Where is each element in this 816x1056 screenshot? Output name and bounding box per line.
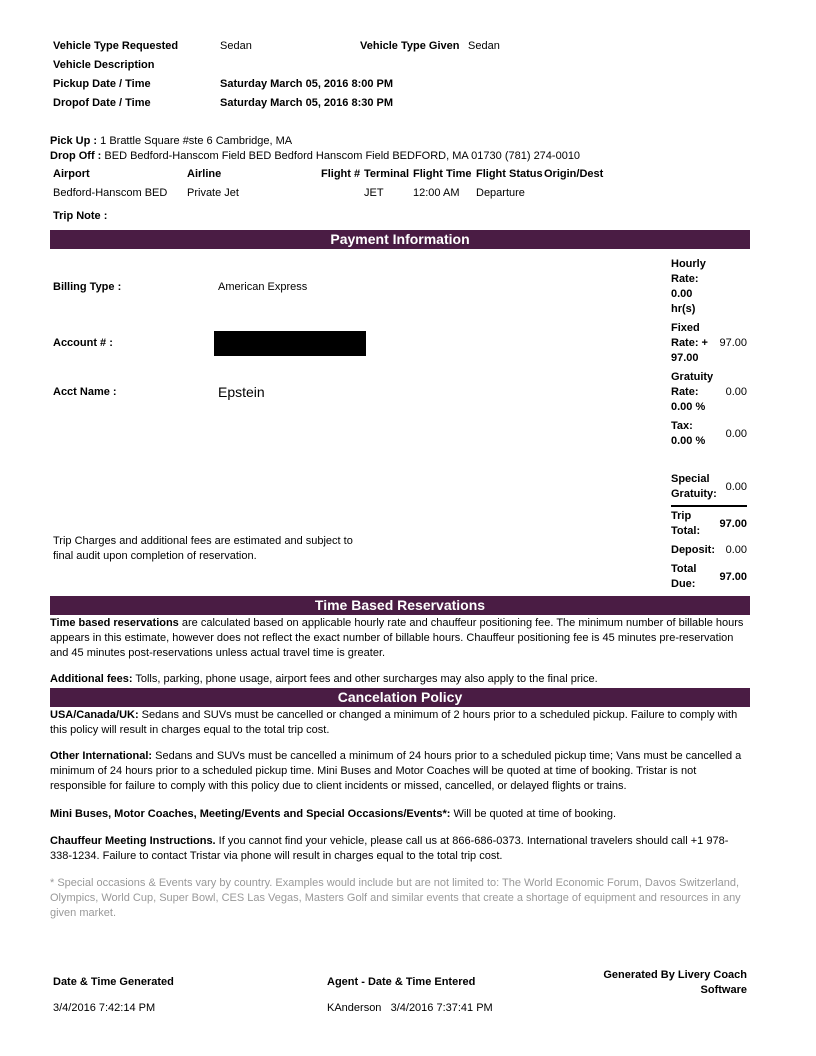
dropoff-datetime-value: Saturday March 05, 2016 8:30 PM [220, 97, 394, 109]
gratuity-rate-label: Gratuity Rate: 0.00 % [671, 371, 714, 413]
special-gratuity-value: 0.00 [725, 481, 747, 493]
dropoff-location-value: BED Bedford-Hanscom Field BED Bedford Hanscom Field BEDFORD, MA 01730 (781) 274-0010 [104, 150, 581, 162]
cancelation-policy-header: Cancelation Policy [50, 688, 750, 707]
deposit-label: Deposit: [671, 544, 715, 556]
billing-type-value: American Express [218, 281, 308, 293]
dropoff-location [50, 150, 580, 162]
pickup-location-value: 1 Brattle Square #ste 6 Cambridge, MA [100, 135, 293, 147]
pickup-location [50, 135, 292, 147]
dropoff-datetime-label: Dropof Date / Time [53, 97, 151, 109]
agent-entered-value: KAnderson 3/4/2016 7:37:41 PM [327, 1002, 493, 1014]
tax-label: Tax: 0.00 % [671, 420, 706, 447]
hourly-rate-label: Hourly Rate: 0.00 hr(s) [671, 258, 706, 315]
date-generated-value: 3/4/2016 7:42:14 PM [53, 1002, 156, 1014]
pickup-datetime-value: Saturday March 05, 2016 8:00 PM [220, 78, 394, 90]
flight-cell-time: 12:00 AM [413, 187, 460, 199]
total-due-label: Total Due: [671, 563, 697, 590]
pickup-location-label: Pick Up : [50, 135, 98, 147]
trip-note-label: Trip Note : [53, 210, 108, 222]
acct-name-label: Acct Name : [53, 386, 117, 398]
additional-fees-lead: Additional fees: [50, 673, 133, 685]
date-generated-label: Date & Time Generated [53, 976, 174, 988]
special-gratuity-label: Special Gratuity: [671, 473, 717, 500]
flight-cell-airline: Private Jet [187, 187, 239, 199]
total-due-value: 97.00 [719, 571, 747, 583]
vehicle-type-requested-label: Vehicle Type Requested [53, 40, 179, 52]
chauffeur-instructions-paragraph [50, 834, 750, 864]
account-number-label: Account # : [53, 337, 113, 349]
usa-policy-text: Sedans and SUVs must be cancelled or changed a minimum of 2 hours prior to a scheduled pickup. Failure to comply with this policy will result in charges equal to the total trip cost. [50, 709, 738, 736]
chauffeur-instructions-lead: Chauffeur Meeting Instructions. [50, 835, 216, 847]
usa-policy-paragraph [50, 708, 750, 738]
trip-total-value: 97.00 [719, 518, 747, 530]
time-based-lead: Time based reservations [50, 617, 179, 629]
flight-header-terminal: Terminal [364, 168, 410, 180]
chauffeur-instructions-text: If you cannot find your vehicle, please call us at 866-686-0373. International travelers should call +1 978-338-1234. Failure to contact Tristar via phone will result in charges equal to the total trip cost. [50, 835, 729, 862]
flight-header-time: Flight Time [413, 168, 472, 180]
acct-name-value: Epstein [218, 384, 265, 400]
software-credit: Generated By Livery Coach Software [603, 969, 747, 996]
vehicle-type-given-value: Sedan [468, 40, 500, 52]
totals-divider [671, 505, 747, 507]
redacted-account-number [214, 331, 366, 356]
flight-cell-airport: Bedford-Hanscom BED [53, 187, 168, 199]
flight-header-origin-dest: Origin/Dest [544, 168, 604, 180]
vehicle-type-given-label: Vehicle Type Given [360, 40, 460, 52]
flight-header-status: Flight Status [476, 168, 543, 180]
usa-policy-lead: USA/Canada/UK: [50, 709, 139, 721]
agent-entered-label: Agent - Date & Time Entered [327, 976, 476, 988]
trip-total-label: Trip Total: [671, 510, 701, 537]
payment-information-header: Payment Information [50, 230, 750, 249]
gratuity-rate-value: 0.00 [725, 386, 747, 398]
international-policy-lead: Other International: [50, 750, 153, 762]
deposit-value: 0.00 [725, 544, 747, 556]
flight-header-airport: Airport [53, 168, 90, 180]
time-based-header: Time Based Reservations [50, 596, 750, 615]
mini-buses-paragraph [50, 807, 750, 822]
flight-header-number: Flight # [321, 168, 361, 180]
additional-fees-text: Tolls, parking, phone usage, airport fees and other surcharges may also apply to the final price. [132, 673, 598, 685]
flight-header-airline: Airline [187, 168, 222, 180]
vehicle-type-requested-value: Sedan [220, 40, 252, 52]
international-policy-paragraph [50, 749, 750, 794]
fixed-rate-label: Fixed Rate: + 97.00 [671, 322, 708, 364]
special-events-footnote: * Special occasions & Events vary by country. Examples would include but are not limited to: The World Economic Forum, Davos Switzerland, Olympics, World Cup, Super Bowl, CES Las Vegas, Masters Golf and similar events that create a shortage of equipment and resources in any given market. [50, 877, 741, 919]
vehicle-description-label: Vehicle Description [53, 59, 155, 71]
international-policy-text: Sedans and SUVs must be cancelled a minimum of 24 hours prior to a scheduled pickup time; Vans must be cancelled a minimum of 24 hours prior to a scheduled pickup time. Mini Buses and Motor Coaches will be quoted at time of booking. Tristar is not responsible for failure to comply with this policy due to client incidents or missed, cancelled, or delayed flights or trains. [50, 750, 742, 792]
mini-buses-text: Will be quoted at time of booking. [450, 808, 617, 820]
flight-cell-status: Departure [476, 187, 525, 199]
time-based-paragraph [50, 616, 750, 661]
billing-type-label: Billing Type : [53, 281, 122, 293]
time-based-text: are calculated based on applicable hourly rate and chauffeur positioning fee. The minimum number of billable hours appears in this estimate, however does not reflect the exact number of billable hours. Chauffeur positioning fee is 45 minutes pre-reservation and 45 minutes post-reservations unless actual travel time is greater. [50, 617, 744, 659]
additional-fees-paragraph [50, 672, 750, 687]
fixed-rate-value: 97.00 [719, 337, 747, 349]
mini-buses-lead: Mini Buses, Motor Coaches, Meeting/Events and Special Occasions/Events*: [50, 808, 451, 820]
pickup-datetime-label: Pickup Date / Time [53, 78, 151, 90]
flight-cell-terminal: JET [364, 187, 384, 199]
dropoff-location-label: Drop Off : [50, 150, 102, 162]
tax-value: 0.00 [725, 428, 747, 440]
estimate-note: Trip Charges and additional fees are estimated and subject to final audit upon completion of reservation. [53, 535, 353, 562]
